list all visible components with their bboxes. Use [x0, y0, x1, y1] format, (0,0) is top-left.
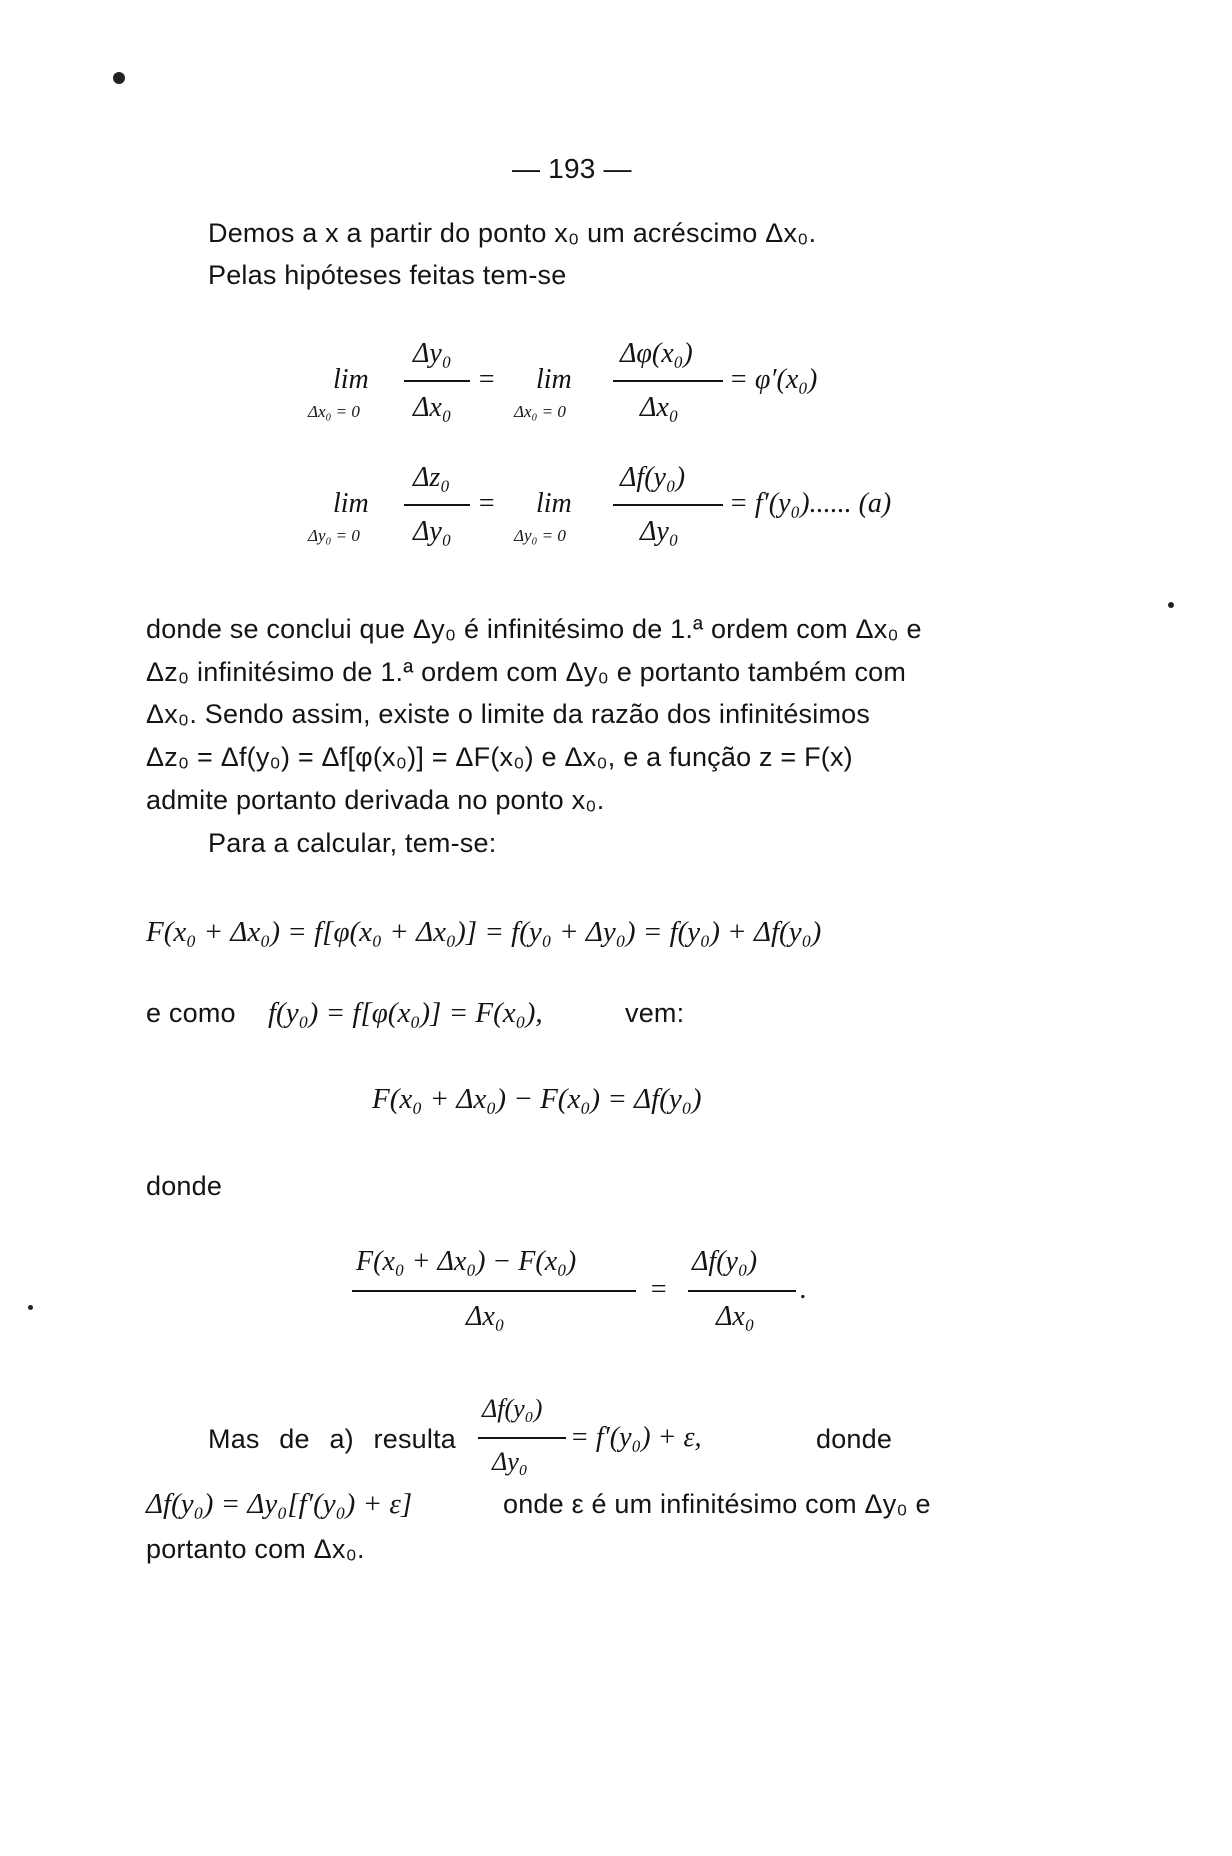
para2-line1: donde se conclui que Δy₀ é infinitésimo de 1.ª ordem com Δx₀ e	[146, 614, 922, 644]
ink-speck	[1168, 602, 1174, 608]
fraction-denominator: Δy₀	[640, 516, 679, 547]
equation-4: F(x₀ + Δx₀) − F(x₀) = Δf(y₀)	[372, 1083, 702, 1115]
fraction-bar	[404, 380, 470, 382]
para6-rhs: = f′(y₀) + ε,	[570, 1422, 702, 1453]
lim-subscript: Δx₀ = 0	[308, 402, 360, 421]
equals-sign: =	[477, 364, 496, 395]
para1-line1: Demos a x a partir do ponto x₀ um acréscimo Δx₀.	[208, 218, 817, 248]
para6-prefix: Mas de a) resulta	[208, 1424, 456, 1454]
equation-result: = f′(y₀)...... (a)	[729, 488, 892, 519]
fraction-bar	[613, 504, 723, 506]
para3-line1: Para a calcular, tem-se:	[208, 828, 497, 858]
page-number: — 193 —	[512, 153, 632, 184]
lim-subscript: Δx₀ = 0	[514, 402, 566, 421]
lim-label: lim	[536, 488, 572, 519]
fraction-bar	[478, 1437, 566, 1439]
equation-3: F(x₀ + Δx₀) = f[φ(x₀ + Δx₀)] = f(y₀ + Δy₀) = f(y₀) + Δf(y₀)	[146, 916, 822, 948]
equation-result: = φ′(x₀)	[729, 364, 818, 395]
fraction-numerator: F(x₀ + Δx₀) − F(x₀)	[356, 1246, 577, 1277]
fraction-bar	[352, 1290, 636, 1292]
fraction-numerator: Δf(y₀)	[482, 1394, 543, 1423]
equals-sign: =	[477, 488, 496, 519]
para4-formula: f(y₀) = f[φ(x₀)] = F(x₀),	[268, 997, 543, 1029]
lim-label: lim	[333, 364, 369, 395]
equals-sign: =	[649, 1274, 668, 1305]
para2-line2: Δz₀ infinitésimo de 1.ª ordem com Δy₀ e portanto também com	[146, 657, 907, 687]
lim-label: lim	[536, 364, 572, 395]
fraction-denominator: Δy₀	[492, 1447, 528, 1476]
fraction-denominator: Δx₀	[413, 392, 452, 423]
fraction-denominator: Δx₀	[716, 1301, 755, 1332]
equation-end: .	[800, 1274, 807, 1305]
para7-line2: portanto com Δx₀.	[146, 1534, 365, 1564]
para6-suffix: donde	[816, 1424, 893, 1454]
ink-speck	[28, 1305, 33, 1310]
para7-line1-text: onde ε é um infinitésimo com Δy₀ e	[503, 1489, 931, 1519]
ink-speck	[113, 72, 125, 84]
para2-line4: Δz₀ = Δf(y₀) = Δf[φ(x₀)] = ΔF(x₀) e Δx₀, e a função z = F(x)	[146, 742, 853, 772]
lim-subscript: Δy₀ = 0	[308, 526, 360, 545]
para2-line3: Δx₀. Sendo assim, existe o limite da razão dos infinitésimos	[146, 699, 871, 729]
fraction-denominator: Δy₀	[413, 516, 452, 547]
fraction-numerator: Δf(y₀)	[620, 462, 686, 493]
para5-text: donde	[146, 1171, 223, 1201]
fraction-denominator: Δx₀	[640, 392, 679, 423]
fraction-denominator: Δx₀	[466, 1301, 505, 1332]
para4-suffix: vem:	[625, 998, 685, 1028]
para1-line2: Pelas hipóteses feitas tem-se	[208, 260, 567, 290]
fraction-numerator: Δf(y₀)	[692, 1246, 758, 1277]
lim-label: lim	[333, 488, 369, 519]
fraction-numerator: Δφ(x₀)	[620, 338, 693, 369]
fraction-numerator: Δz₀	[413, 462, 451, 493]
fraction-bar	[688, 1290, 796, 1292]
fraction-bar	[404, 504, 470, 506]
para2-line5: admite portanto derivada no ponto x₀.	[146, 785, 605, 815]
fraction-bar	[613, 380, 723, 382]
para4-prefix: e como	[146, 998, 236, 1028]
lim-subscript: Δy₀ = 0	[514, 526, 566, 545]
para7-formula: Δf(y₀) = Δy₀[f′(y₀) + ε]	[146, 1488, 413, 1520]
fraction-numerator: Δy₀	[413, 338, 452, 369]
